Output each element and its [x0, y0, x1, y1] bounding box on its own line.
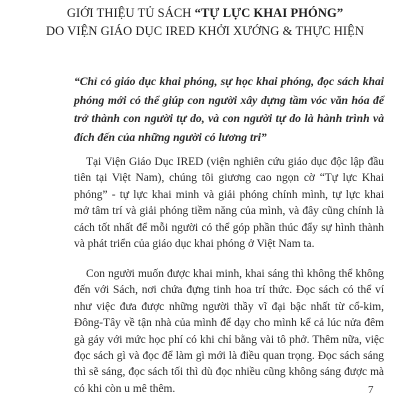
heading-line-1 [30, 4, 380, 22]
epigraph-quote: “Chỉ có giáo dục khai phóng, sự học khai phóng, đọc sách khai phóng mới có thể giúp con người xây dựng tầm vóc văn hóa để trở thành con người tự do, và con người tự do là hành trình và đích đến của những người có lương tri” [74, 75, 384, 144]
body-paragraph-2: Con người muốn được khai minh, khai sáng thì không thể không đến với Sách, nơi chứa đựng tinh hoa trí thức. Đọc sách có thể ví như việc đưa được những người thầy vĩ đại bậc nhất từ cổ-kim, Đông-Tây về tận nhà của mình để dạy cho mình kể cả lúc nửa đêm gà gáy với mức học phí có khi chỉ bằng vài tô phở. Thêm nữa, việc đọc sách gì và đọc để làm gì mới là điều quan trọng. Đọc sách sáng thì sẽ sáng, đọc sách tối thì dù đọc nhiều cũng không sáng được mà có khi còn u mê thêm. [74, 268, 384, 395]
page-number: 7 [368, 384, 374, 396]
heading-line-2: DO VIỆN GIÁO DỤC IRED KHỞI XƯỚNG & THỰC HIỆN [45, 24, 365, 38]
page-heading [30, 4, 380, 40]
heading-series-title: “TỰ LỰC KHAI PHÓNG” [194, 6, 344, 20]
heading-line-1-prefix: GIỚI THIỆU TỦ SÁCH [66, 6, 195, 20]
body-paragraph-1: Tại Viện Giáo Dục IRED (viện nghiên cứu giáo dục độc lập đầu tiên tại Việt Nam), chúng tôi giương cao ngọn cờ “Tự lực Khai phóng” - tự lực khai minh và giải phóng chính mình, tự lực khai mở tâm trí và giải phóng tiềm năng của mình, và đây cũng chính là cách tốt nhất để mỗi người có thể góp phần thúc đẩy sự hình thành và phát triển của giáo dục khai phóng ở Việt Nam ta. [74, 156, 384, 251]
